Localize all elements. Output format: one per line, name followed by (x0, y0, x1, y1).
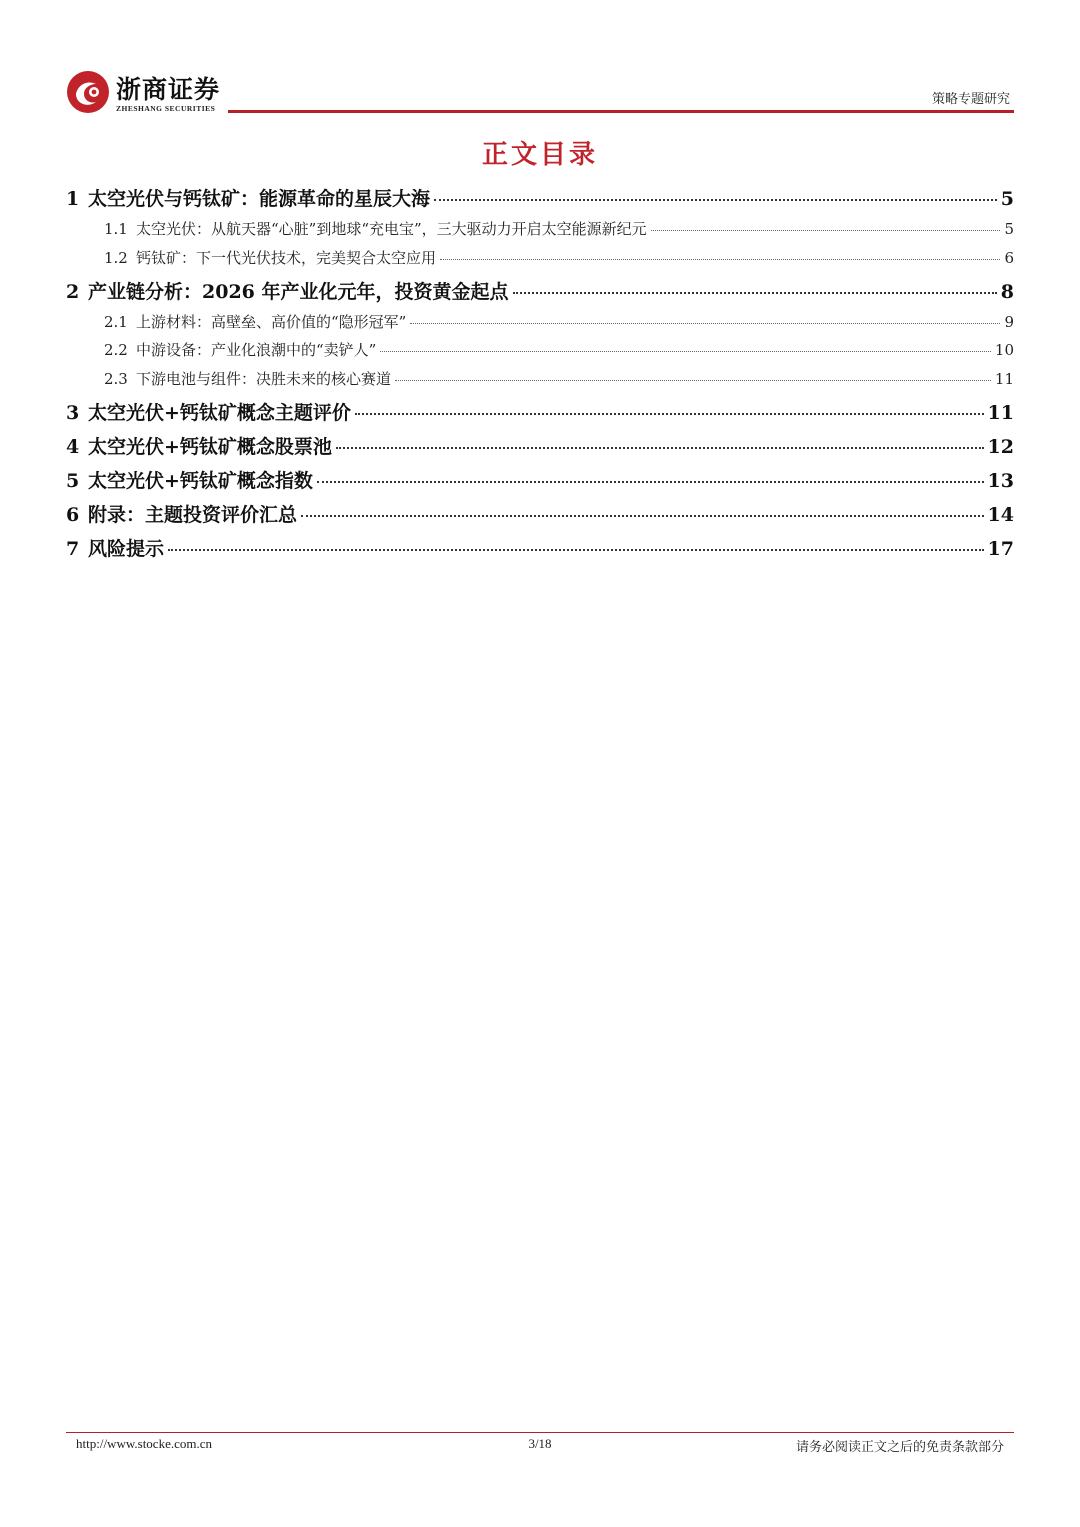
toc-entry-title: 太空光伏+钙钛矿概念股票池 (88, 435, 332, 458)
toc-entry-title: 太空光伏与钙钛矿：能源革命的星辰大海 (88, 188, 431, 210)
toc-entry-page: 5 (1000, 188, 1014, 210)
dot-leader (336, 447, 984, 449)
toc-entry-title: 风险提示 (88, 537, 165, 560)
toc-entry[interactable] (66, 368, 1014, 389)
toc-entry-page: 10 (994, 341, 1014, 359)
toc-entry-title: 太空光伏：从航天器“心脏”到地球“充电宝”，三大驱动力开启太空能源新纪元 (136, 220, 647, 238)
disclaimer-note: 请务必阅读正文之后的免责条款部分 (795, 1440, 1004, 1455)
toc-entry-page: 12 (987, 435, 1014, 458)
toc-entry[interactable] (66, 500, 1014, 527)
toc-entry-page: 5 (1004, 220, 1014, 238)
dot-leader (513, 292, 997, 294)
toc-entry-number: 2.2 (104, 341, 128, 359)
toc-entry-title: 上游材料：高壁垒、高价值的“隐形冠军” (136, 312, 407, 331)
toc-entry-number: 1 (66, 188, 80, 210)
toc-entry[interactable] (66, 277, 1014, 304)
company-logo (66, 68, 226, 116)
toc-entry-number: 5 (66, 469, 80, 492)
dot-leader (410, 323, 1000, 324)
toc-entry-title: 附录：主题投资评价汇总 (88, 503, 298, 526)
toc-entry[interactable] (66, 466, 1014, 493)
report-type: 策略专题研究 (931, 92, 1010, 107)
dot-leader (317, 481, 984, 483)
brand-name-cn: 浙商证券 (116, 75, 221, 104)
toc-entry-page: 14 (987, 503, 1014, 526)
toc-entry-number: 3 (66, 401, 80, 424)
toc-entry-number: 4 (66, 435, 80, 458)
toc-entry-number: 2 (66, 280, 80, 303)
header-divider (228, 110, 1014, 113)
toc-entry-page: 13 (987, 469, 1014, 492)
toc-entry[interactable] (66, 247, 1014, 268)
toc-entry[interactable] (66, 311, 1014, 332)
toc-entry-page: 11 (994, 369, 1014, 388)
toc-entry[interactable] (66, 184, 1014, 211)
dot-leader (168, 549, 984, 551)
brand-name-en: ZHESHANG SECURITIES (116, 104, 216, 113)
dot-leader (651, 230, 1001, 231)
dot-leader (434, 199, 997, 201)
dot-leader (395, 380, 991, 381)
toc-entry[interactable] (66, 218, 1014, 239)
page-indicator: 3/18 (528, 1436, 552, 1451)
toc-entry-title: 钙钛矿：下一代光伏技术，完美契合太空应用 (136, 248, 437, 267)
dot-leader (440, 259, 1000, 260)
footer-url-link[interactable]: http://www.stocke.com.cn (76, 1436, 212, 1451)
toc-entry[interactable] (66, 398, 1014, 425)
toc-entry-page: 17 (987, 537, 1014, 560)
dot-leader (380, 351, 991, 352)
toc-entry-number: 2.1 (104, 312, 128, 331)
toc-entry-page: 11 (987, 401, 1014, 424)
toc-entry-title: 产业链分析：2026 年产业化元年，投资黄金起点 (88, 280, 509, 303)
toc-entry-number: 2.3 (104, 369, 128, 388)
toc-entry[interactable] (66, 339, 1014, 360)
page-title: 正文目录 (481, 140, 598, 170)
dot-leader (301, 515, 984, 517)
dot-leader (355, 413, 984, 415)
toc-entry-number: 7 (66, 537, 80, 560)
footer-divider (66, 1432, 1014, 1433)
toc-entry-title: 下游电池与组件：决胜未来的核心赛道 (136, 369, 392, 388)
toc-entry-title: 中游设备：产业化浪潮中的“卖铲人” (136, 341, 377, 359)
toc-entry-page: 8 (1000, 280, 1014, 303)
toc-entry-number: 6 (66, 503, 80, 526)
zheshang-logo-icon (66, 70, 110, 114)
toc-entry-page: 6 (1004, 248, 1014, 267)
toc-entry-number: 1.1 (104, 220, 128, 238)
toc-entry[interactable] (66, 534, 1014, 561)
toc-entry-number: 1.2 (104, 248, 128, 267)
toc-entry-title: 太空光伏+钙钛矿概念指数 (88, 469, 313, 492)
toc-entry-page: 9 (1004, 312, 1014, 331)
toc-entry[interactable] (66, 432, 1014, 459)
toc-entry-title: 太空光伏+钙钛矿概念主题评价 (88, 401, 351, 424)
